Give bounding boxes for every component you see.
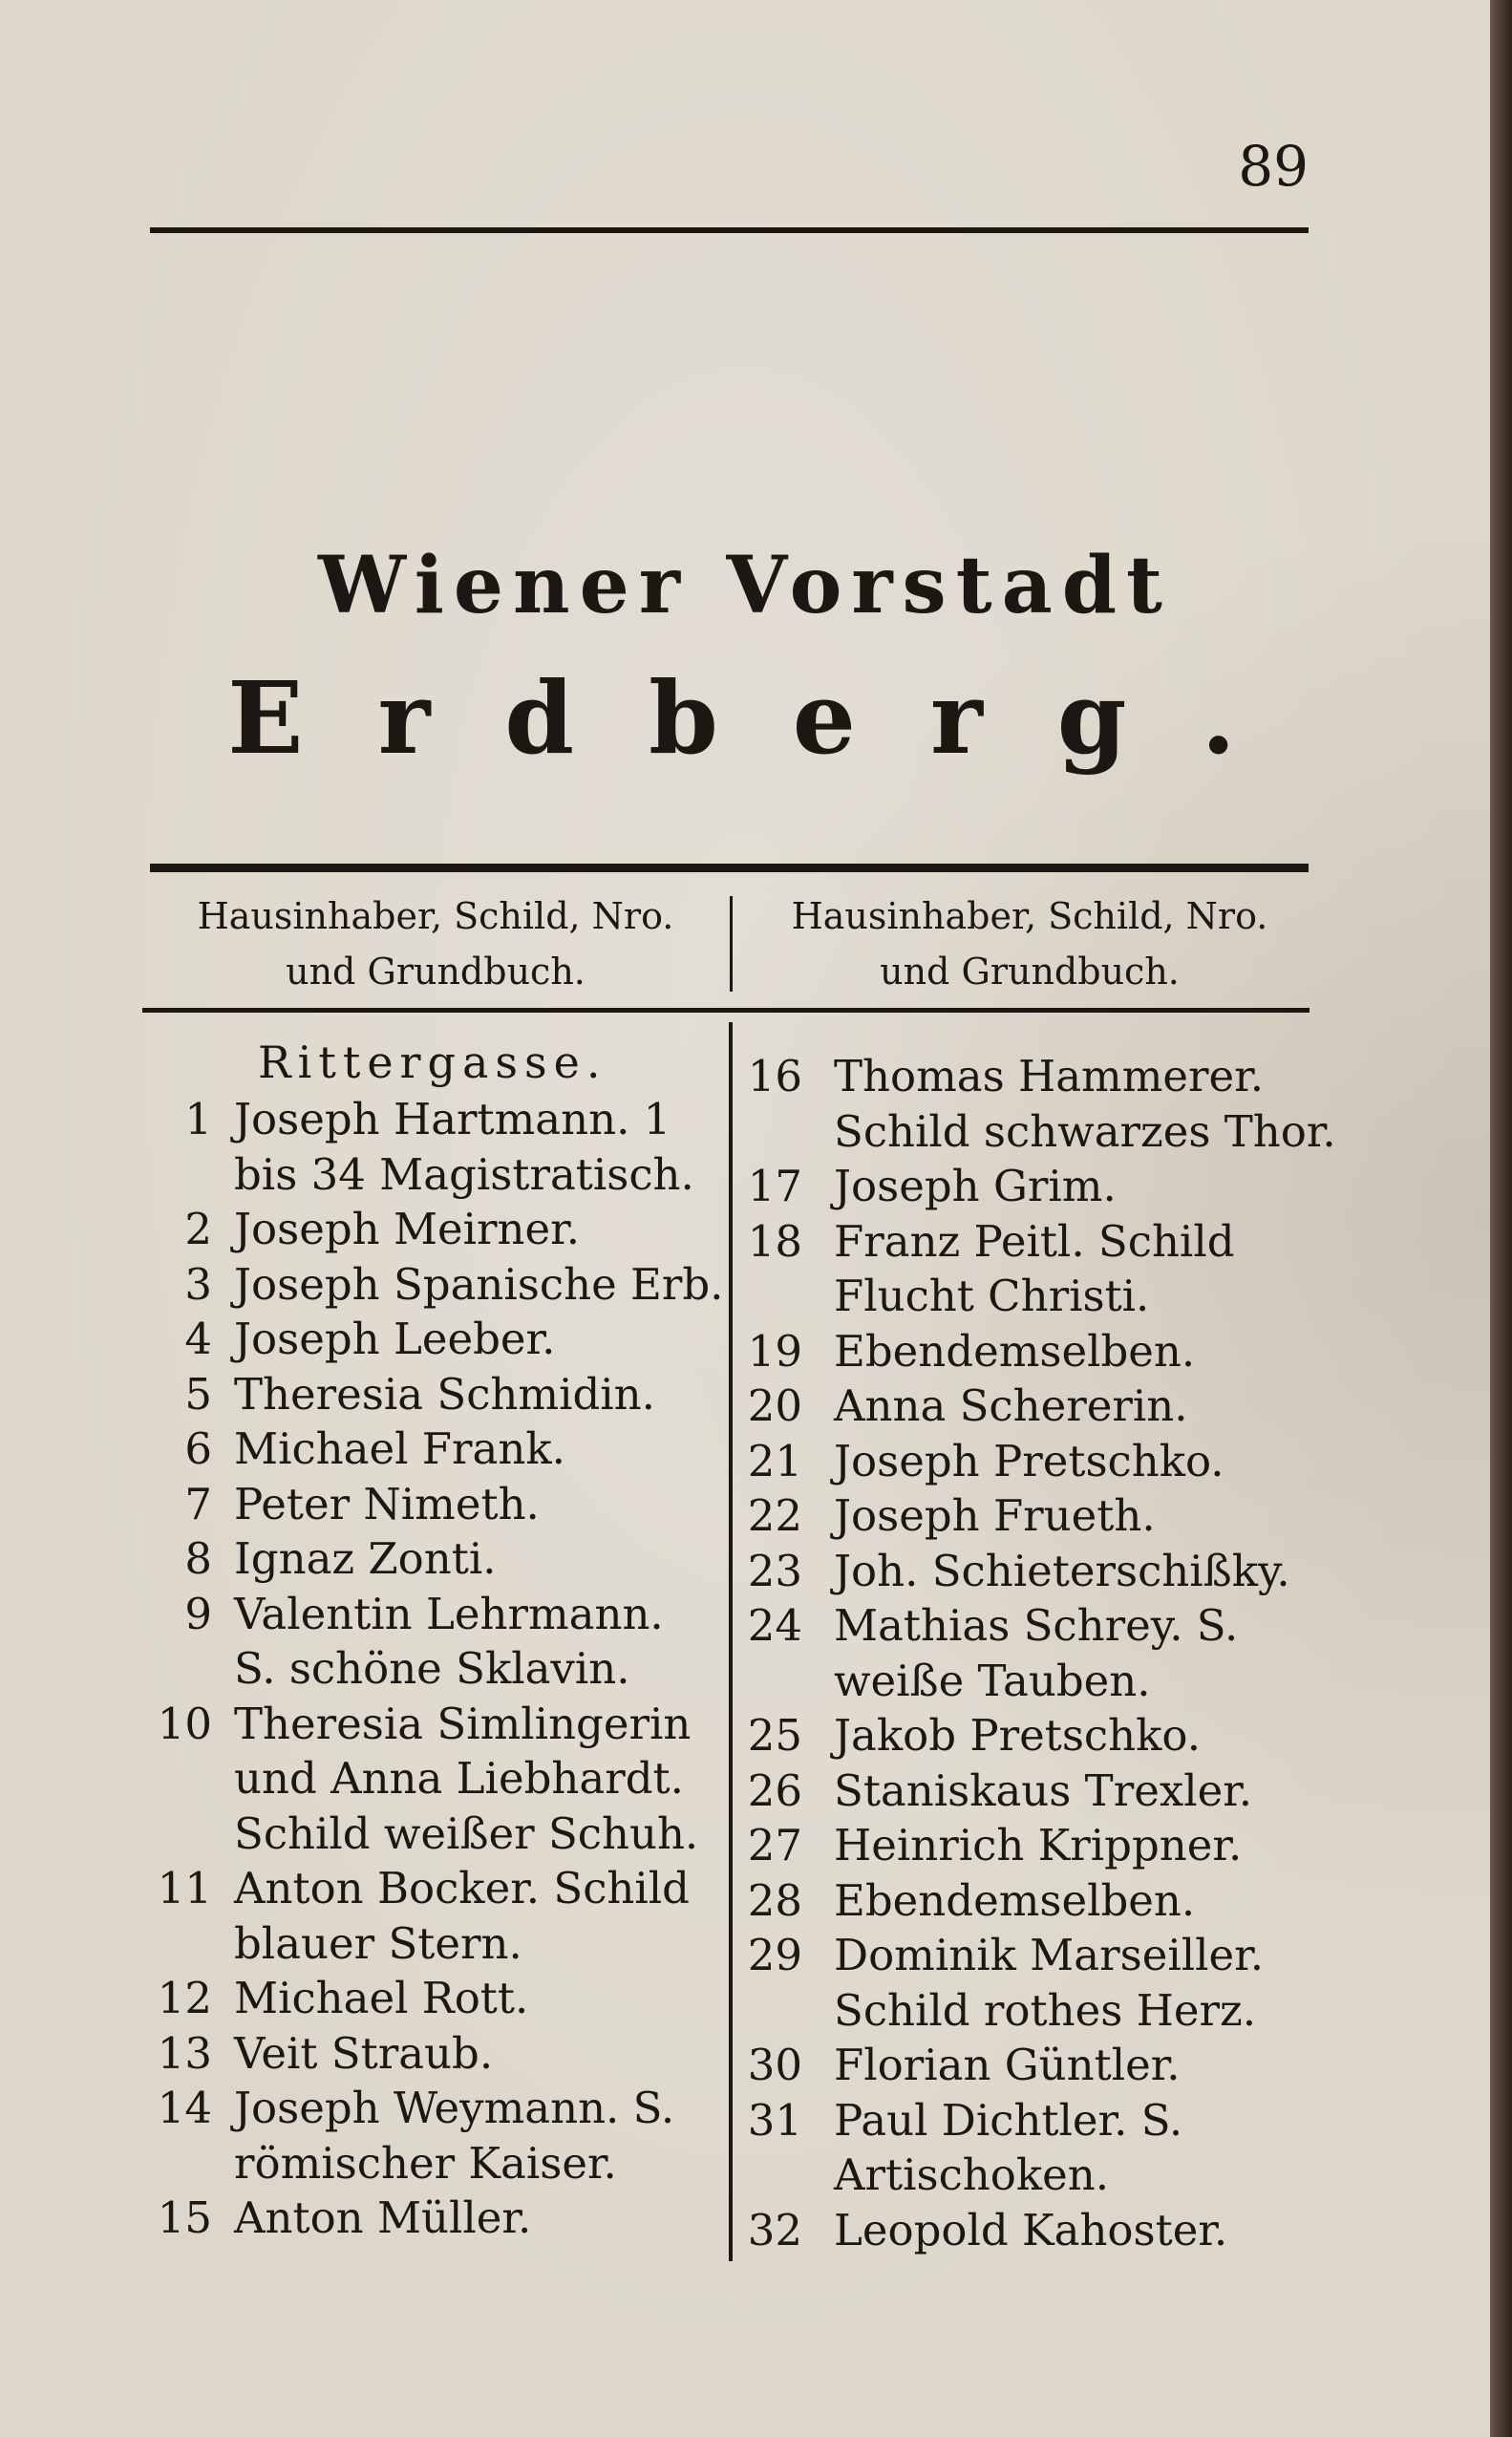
book-spine-edge	[1490, 0, 1512, 2437]
entry-text: blauer Stern.	[234, 1917, 522, 1969]
entry-number: 19	[747, 1325, 802, 1377]
entry-text: Staniskaus Trexler.	[834, 1764, 1253, 1816]
entry-text: und Anna Liebhardt.	[234, 1753, 684, 1804]
column-header-right-line2: und Grundbuch.	[880, 951, 1180, 993]
entry-text: bis 34 Magistratisch.	[234, 1148, 694, 1200]
entry-number: 15	[157, 2192, 212, 2243]
entry-number: 8	[184, 1533, 212, 1584]
entry-number: 18	[747, 1215, 802, 1267]
top-rule	[150, 227, 1309, 233]
entry-number: 16	[747, 1051, 802, 1101]
entry-text: Anna Schererin.	[834, 1380, 1188, 1431]
entry-number: 29	[747, 1930, 802, 1980]
entry-text: Veit Straub.	[234, 2027, 494, 2079]
entry-number: 17	[747, 1161, 802, 1211]
column-header-left-line1: Hausinhaber, Schild, Nro.	[197, 895, 674, 937]
entry-text: Schild weißer Schuh.	[234, 1807, 699, 1859]
entry-text: Valentin Lehrmann.	[234, 1588, 664, 1639]
column-header-right	[743, 888, 1316, 999]
entry-number: 13	[157, 2027, 212, 2079]
entry-text: Dominik Marseiller.	[834, 1930, 1264, 1980]
entry-text: Anton Bocker. Schild	[234, 1863, 690, 1913]
column-header-rule	[142, 1008, 1310, 1013]
entry-text: Ebendemselben.	[834, 1325, 1196, 1377]
entry-number: 5	[184, 1368, 212, 1420]
entry-number: 2	[184, 1204, 212, 1254]
entry-number: 11	[157, 1863, 212, 1913]
entry-number: 10	[157, 1698, 212, 1749]
entry-number: 30	[747, 2040, 802, 2090]
entry-number: 23	[747, 1545, 802, 1596]
column-header-left-line2: und Grundbuch.	[286, 951, 586, 993]
title-line-2: Erdberg.	[227, 659, 1310, 777]
entry-number: 6	[184, 1423, 212, 1474]
entry-text: Schild schwarzes Thor.	[834, 1105, 1336, 1157]
entry-text: Theresia Simlingerin	[234, 1698, 692, 1749]
entry-text: Michael Frank.	[234, 1423, 565, 1474]
entry-number: 22	[747, 1490, 802, 1541]
entry-number: 14	[157, 2083, 212, 2133]
entry-text: Joseph Grim.	[834, 1161, 1117, 1211]
entry-text: Franz Peitl. Schild	[834, 1215, 1235, 1267]
title-line-1: Wiener Vorstadt	[318, 540, 1172, 631]
entry-text: Thomas Hammerer.	[834, 1051, 1265, 1101]
entry-number: 4	[184, 1314, 212, 1364]
entry-number: 9	[184, 1588, 212, 1639]
entry-number: 31	[747, 2094, 802, 2146]
entry-text: Joseph Hartmann. 1	[234, 1094, 671, 1144]
entry-text: Michael Rott.	[234, 1973, 529, 2023]
entry-text: Joseph Spanische Erb.	[234, 1258, 724, 1310]
page-number: 89	[1238, 134, 1309, 199]
entry-text: Ebendemselben.	[834, 1874, 1196, 1926]
entry-text: Jakob Pretschko.	[834, 1710, 1201, 1761]
street-heading: Rittergasse.	[258, 1037, 607, 1088]
entry-text: Anton Müller.	[234, 2192, 532, 2243]
entry-text: Mathias Schrey. S.	[834, 1600, 1239, 1651]
column-header-right-line1: Hausinhaber, Schild, Nro.	[791, 895, 1268, 937]
entry-number: 3	[184, 1258, 212, 1310]
column-divider	[729, 1022, 733, 2261]
entry-text: Leopold Kahoster.	[834, 2204, 1228, 2255]
entry-number: 20	[747, 1380, 802, 1431]
entry-number: 24	[747, 1600, 802, 1651]
entry-number: 32	[747, 2204, 802, 2255]
entry-text: Joseph Frueth.	[834, 1490, 1156, 1541]
entry-number: 27	[747, 1820, 802, 1871]
entry-text: weiße Tauben.	[834, 1655, 1151, 1706]
entry-number: 7	[184, 1478, 212, 1529]
entry-text: Paul Dichtler. S.	[834, 2094, 1183, 2146]
entry-number: 25	[747, 1710, 802, 1761]
entry-text: Joseph Weymann. S.	[234, 2083, 675, 2133]
column-header-left	[149, 888, 722, 999]
header-rule	[150, 864, 1309, 872]
entry-text: Schild rothes Herz.	[834, 1984, 1257, 2036]
entry-text: Joseph Pretschko.	[834, 1435, 1225, 1486]
entry-text: Heinrich Krippner.	[834, 1820, 1243, 1871]
entry-text: Peter Nimeth.	[234, 1478, 540, 1529]
entry-text: Joh. Schieterschißky.	[834, 1545, 1290, 1596]
entry-text: Joseph Leeber.	[234, 1314, 556, 1364]
entry-text: Florian Güntler.	[834, 2040, 1181, 2090]
entry-text: Ignaz Zonti.	[234, 1533, 497, 1584]
entry-text: Theresia Schmidin.	[234, 1368, 655, 1420]
entry-text: römischer Kaiser.	[234, 2137, 617, 2189]
column-header-divider	[730, 896, 733, 992]
entry-number: 26	[747, 1764, 802, 1816]
entry-number: 12	[157, 1973, 212, 2023]
entry-number: 21	[747, 1435, 802, 1486]
entry-text: Joseph Meirner.	[234, 1204, 581, 1254]
entry-text: Flucht Christi.	[834, 1271, 1150, 1321]
entry-number: 28	[747, 1874, 802, 1926]
entry-number: 1	[184, 1094, 212, 1144]
entry-text: S. schöne Sklavin.	[234, 1643, 630, 1694]
entry-text: Artischoken.	[834, 2149, 1110, 2200]
